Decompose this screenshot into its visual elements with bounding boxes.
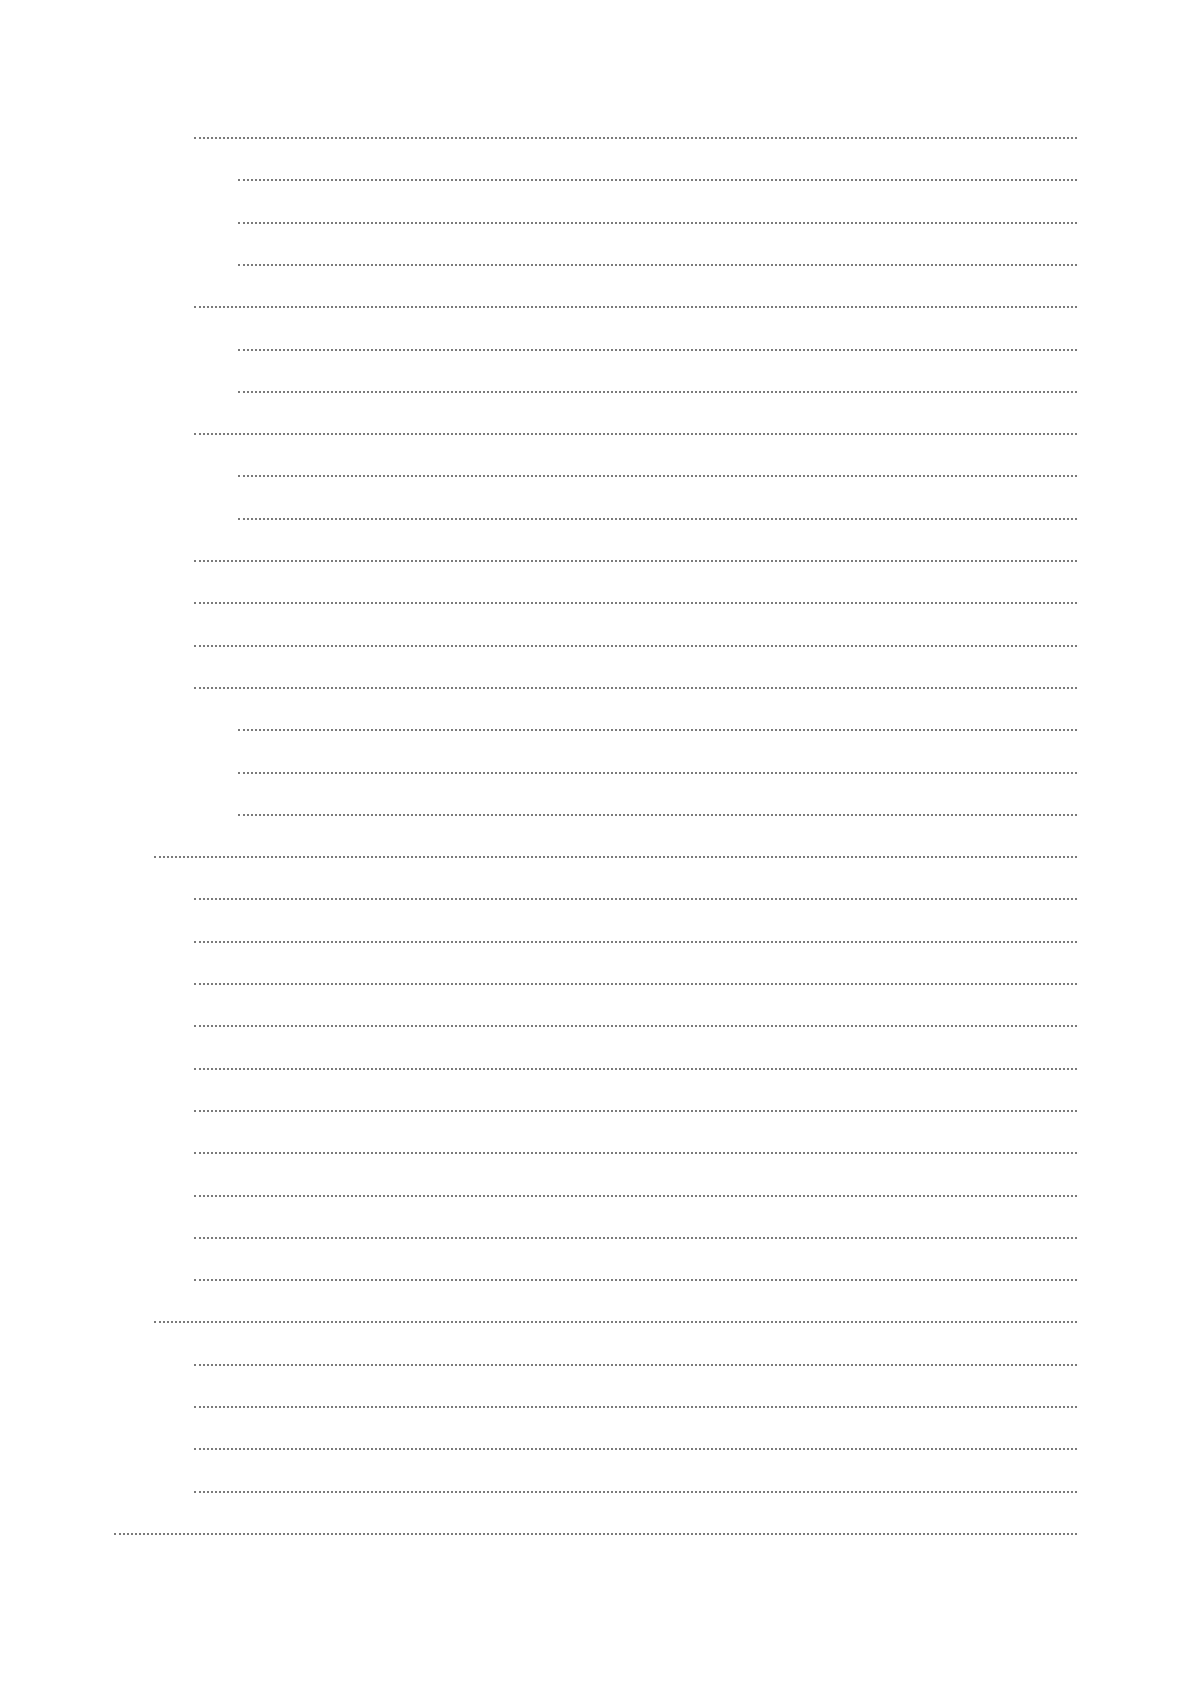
toc-dot-leader <box>194 137 1077 139</box>
toc-entry[interactable] <box>232 372 1083 402</box>
toc-dot-leader <box>194 687 1077 689</box>
toc-dot-leader <box>238 814 1077 816</box>
toc-entry[interactable] <box>148 837 1083 867</box>
toc-dot-leader <box>194 433 1077 435</box>
toc-dot-leader <box>194 1152 1077 1154</box>
toc-entry[interactable] <box>232 330 1083 360</box>
toc-dot-leader <box>194 1491 1077 1493</box>
toc-dot-leader <box>194 898 1077 900</box>
toc-entry[interactable] <box>232 245 1083 275</box>
toc-dot-leader <box>194 941 1077 943</box>
toc-entry[interactable] <box>188 1006 1083 1036</box>
toc-entry[interactable] <box>188 1133 1083 1163</box>
toc-entry[interactable] <box>232 203 1083 233</box>
toc-dot-leader <box>238 222 1077 224</box>
toc-dot-leader <box>238 391 1077 393</box>
toc-entry[interactable] <box>188 626 1083 656</box>
toc-entry[interactable] <box>188 118 1083 148</box>
toc-entry[interactable] <box>148 1302 1083 1332</box>
toc-dot-leader <box>194 1364 1077 1366</box>
toc-dot-leader <box>238 179 1077 181</box>
toc-dot-leader <box>238 729 1077 731</box>
toc-entry[interactable] <box>188 583 1083 613</box>
toc-dot-leader <box>238 264 1077 266</box>
toc-entry[interactable] <box>232 753 1083 783</box>
toc-dot-leader <box>194 1237 1077 1239</box>
toc-dot-leader <box>194 1110 1077 1112</box>
toc-dot-leader <box>114 1533 1077 1535</box>
toc-dot-leader <box>194 983 1077 985</box>
toc-entry[interactable] <box>232 795 1083 825</box>
toc-entry[interactable] <box>188 1429 1083 1459</box>
toc-dot-leader <box>194 306 1077 308</box>
toc-entry[interactable] <box>188 1345 1083 1375</box>
toc-entry[interactable] <box>188 922 1083 952</box>
toc-dot-leader <box>238 772 1077 774</box>
toc-entry[interactable] <box>188 879 1083 909</box>
toc-entry[interactable] <box>188 1218 1083 1248</box>
toc-entry[interactable] <box>108 1514 1083 1544</box>
toc-dot-leader <box>194 1406 1077 1408</box>
toc-dot-leader <box>194 1068 1077 1070</box>
toc-entry[interactable] <box>188 414 1083 444</box>
toc-entry[interactable] <box>188 1049 1083 1079</box>
toc-dot-leader <box>154 856 1077 858</box>
toc-entry[interactable] <box>188 1387 1083 1417</box>
toc-entry[interactable] <box>188 1472 1083 1502</box>
toc-entry[interactable] <box>232 499 1083 529</box>
toc-dot-leader <box>154 1321 1077 1323</box>
toc-entry[interactable] <box>188 668 1083 698</box>
toc-dot-leader <box>238 349 1077 351</box>
toc-dot-leader <box>194 1279 1077 1281</box>
toc-dot-leader <box>238 518 1077 520</box>
toc-entry[interactable] <box>188 1260 1083 1290</box>
toc-entry[interactable] <box>188 1176 1083 1206</box>
toc-dot-leader <box>194 560 1077 562</box>
toc-entry[interactable] <box>188 964 1083 994</box>
toc-dot-leader <box>194 1025 1077 1027</box>
toc-dot-leader <box>194 1195 1077 1197</box>
toc-dot-leader <box>194 602 1077 604</box>
toc-entry[interactable] <box>188 541 1083 571</box>
toc-dot-leader <box>194 645 1077 647</box>
toc-dot-leader <box>194 1448 1077 1450</box>
toc-entry[interactable] <box>188 287 1083 317</box>
toc-entry[interactable] <box>232 456 1083 486</box>
toc-entry[interactable] <box>188 1091 1083 1121</box>
toc-entry[interactable] <box>232 160 1083 190</box>
toc-entry[interactable] <box>232 710 1083 740</box>
toc-dot-leader <box>238 475 1077 477</box>
